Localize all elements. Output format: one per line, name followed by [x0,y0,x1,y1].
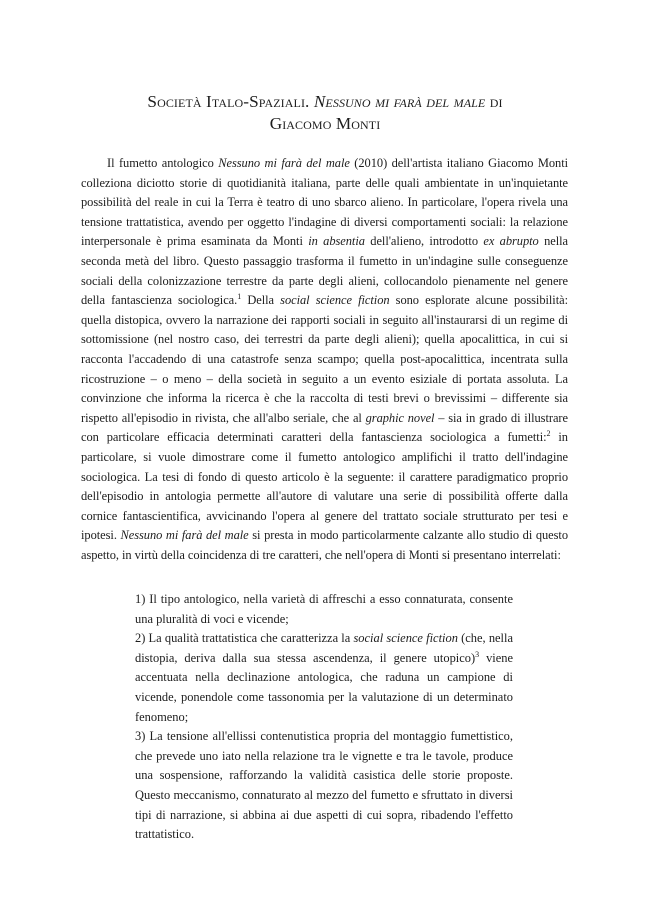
title-main: Società Italo-Spaziali. [147,92,314,111]
text-run: si presta in modo particolarmente calzante allo studio di questo aspetto, in virtù della coincidenza di tre caratteri, che nell'opera di Monti si presentano interrelati: [81,528,569,562]
text-run: Della [241,293,281,308]
title-di: di [485,92,503,111]
text-run: sono esplorate alcune possibilità: quella distopica, ovvero la narrazione dei rapporti sociali in seguito all'instaurarsi di un regime di sottomissione (nel nostro caso, dei terrestri da parte degli alieni); quella apocalittica, in cui si racconta l'accadendo di una catastrofe senza scampo; quella post-apocalittica, incentrata sulla ricostruzione – o meno – della società in seguito a un evento esiziale di portata assoluta. La convinzione che informa la ricerca è che la raccolta di testi brevi o brevissimi – differente sia rispetto all'episodio in rivista, che all'albo seriale, che al [81,293,568,425]
title-author: Giacomo Monti [269,114,381,133]
title-line-1 [60,91,590,113]
list-item-3: 3) La tensione all'ellissi contenutistica propria del montaggio fumettistico, che prevede uno iato nella relazione tra le vignette e tra le tavole, produce una sospensione, rafforzando la validità casistica delle storie proposte. Questo meccanismo, connaturato al mezzo del fumetto e sfruttato in diversi tipi di narrazione, si abbina ai due aspetti di cui sopra, ribadendo l'effetto trattatistico. [135,729,513,842]
text-run: dell'alieno, introdotto [364,234,484,249]
article-body [81,154,568,565]
article-title [60,91,590,135]
intro-paragraph [81,154,568,565]
latin-phrase: in absentia [308,234,365,249]
latin-phrase: ex abrupto [483,234,539,249]
numbered-list [135,590,513,845]
genre-term: graphic novel [365,410,435,425]
text-run: (che, nella distopia, deriva dalla sua stessa ascendenza, il genere utopico) [135,631,513,665]
footnote-ref-3[interactable]: 3 [475,649,480,659]
footnote-ref-2[interactable]: 2 [546,429,551,439]
text-run: (2010) dell'artista italiano Giacomo Monti colleziona diciotto storie di quotidianità italiana, parte delle quali ambientate in un'inquietante possibilità del reale in cui la Terra è teatro di uno sbarco alieno. In particolare, l'opera rivela una tensione trattatistica, avendo per oggetto l'indagine di diversi comportamenti sociali: la relazione interpersonale è prima esaminata da Monti [81,156,569,249]
list-item-1: 1) Il tipo antologico, nella varietà di affreschi a esso connaturata, consente una pluralità di voci e vicende; [135,592,513,626]
genre-term: social science fiction [353,631,458,646]
text-run: nella seconda metà del libro. Questo passaggio trasforma il fumetto in un'indagine sulle conseguenze sociali della colonizzazione terrestre da parte degli alieni, collocandolo pienamente nel genere della fantascienza sociologica. [81,234,568,308]
title-work: Nessuno mi farà del male [313,92,486,111]
text-run: viene accentuata nella declinazione antologica, che raduna un campione di vicende, ponendole come tassonomia per la valutazione di un determinato fenomeno; [135,650,514,724]
text-run: – sia in grado di illustrare con particolare efficacia determinati caratteri della fantascienza sociologica a fumetti: [81,410,568,445]
text-run: in particolare, si vuole dimostrare come il fumetto antologico amplifichi il tratto dell'indagine sociologica. La tesi di fondo di questo articolo è la seguente: il carattere paradigmatico proprio dell'episodio in antologia permette all'autore di valutare una serie di possibilità offerte dalla cornice fantascientifica, avvicinando l'opera al genere del trattato sociale strutturato per tesi e ipotesi. [81,430,568,543]
list-item-2 [135,629,513,727]
text-run: 2) La qualità trattatistica che caratterizza la [135,631,354,646]
work-title: Nessuno mi farà del male [120,528,249,543]
work-title: Nessuno mi farà del male [218,156,350,170]
footnote-ref-1[interactable]: 1 [237,292,242,302]
genre-term: social science fiction [280,293,390,308]
text-run: Il fumetto antologico [107,156,219,170]
